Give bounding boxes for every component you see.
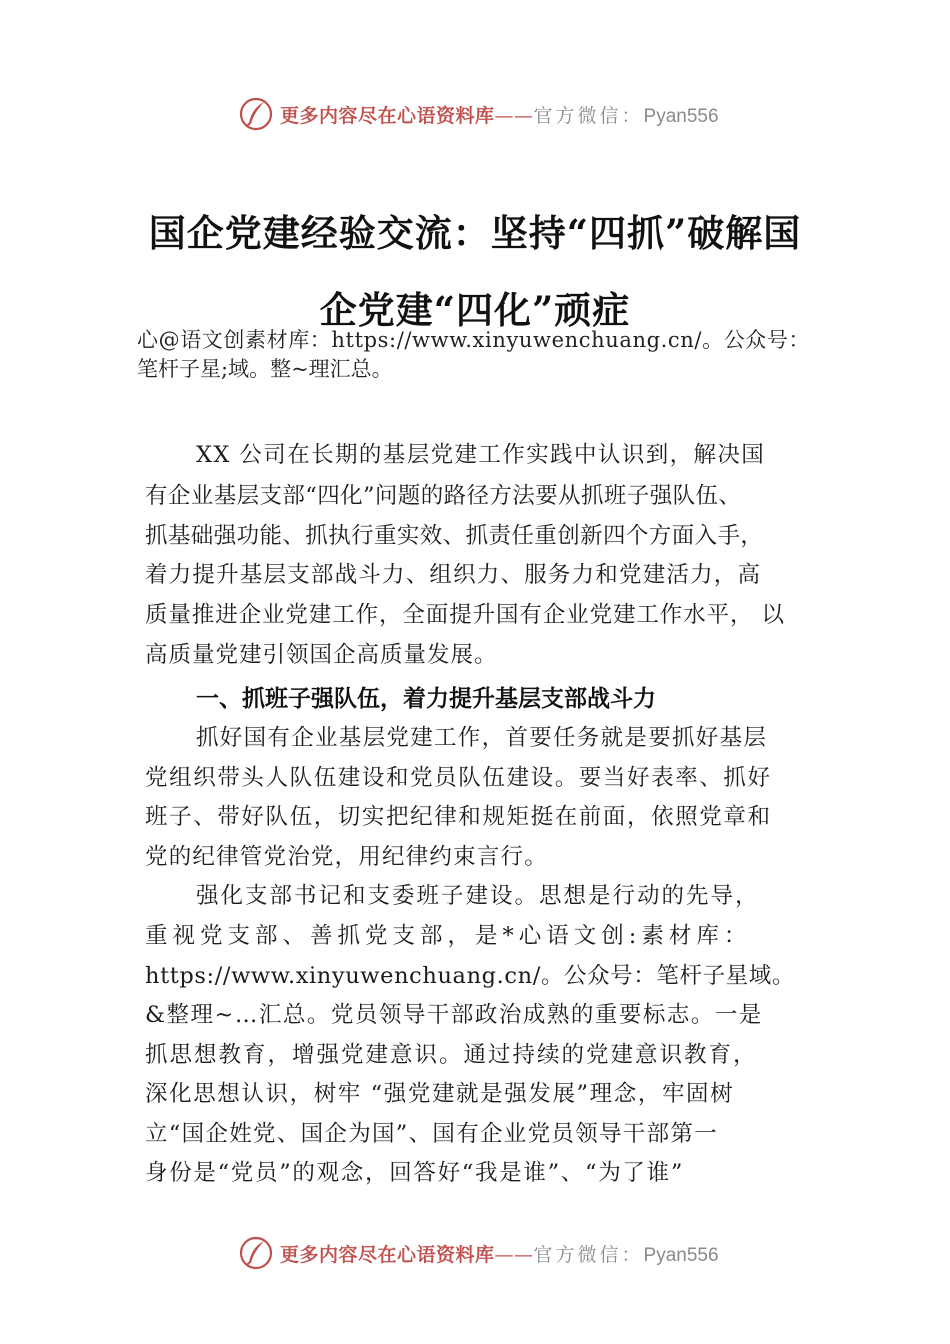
document-title-line-1: 国企党建经验交流：坚持“四抓”破解国 xyxy=(148,211,802,255)
text-line: 班子、带好队伍，切实把纪律和规矩挺在前面，依照党章和 xyxy=(145,804,772,830)
wechat-id: Pyan556 xyxy=(643,106,719,127)
quill-logo-icon xyxy=(238,96,274,132)
text-line: 立“国企姓党、国企为国”、国有企业党员领导干部第一 xyxy=(145,1121,719,1147)
text-line: 着力提升基层支部战斗力、组织力、服务力和党建活力，高 xyxy=(145,562,762,588)
header-watermark-banner xyxy=(0,94,950,134)
document-title-line-2: 企党建“四化”顽症 xyxy=(319,288,631,332)
text-line: 重视党支部、善抓党支部，是*心语文创:素材库： xyxy=(145,923,752,949)
source-note-line-1: 心@语文创素材库：https://www.xinyuwenchuang.cn/。公众号： xyxy=(137,328,811,352)
quill-logo-icon xyxy=(238,1235,274,1271)
text-line: &整理~…汇总。党员领导干部政治成熟的重要标志。一是 xyxy=(145,1002,763,1028)
text-line: 抓好国有企业基层党建工作，首要任务就是要抓好基层 xyxy=(196,725,768,751)
text-line: XX 公司在长期的基层党建工作实践中认识到，解决国 xyxy=(196,442,766,468)
text-line: 抓基础强功能、抓执行重实效、抓责任重创新四个方面入手， xyxy=(145,523,764,549)
text-line: 党的纪律管党治党，用纪律约束言行。 xyxy=(145,844,548,870)
watermark-text xyxy=(280,1240,719,1267)
brand-separator: —— xyxy=(494,1244,534,1266)
text-line: 高质量党建引领国企高质量发展。 xyxy=(145,642,498,668)
brand-separator: —— xyxy=(494,105,534,127)
watermark-text xyxy=(280,101,719,128)
text-line: 质量推进企业党建工作，全面提升国有企业党建工作水平， 以 xyxy=(145,602,785,628)
text-line: 抓思想教育，增强党建意识。通过持续的党建意识教育， xyxy=(145,1042,758,1068)
text-line: 党组织带头人队伍建设和党员队伍建设。要当好表率、抓好 xyxy=(145,765,772,791)
footer-watermark-banner xyxy=(0,1233,950,1273)
text-line: 有企业基层支部“四化”问题的路径方法要从抓班子强队伍、 xyxy=(145,483,742,509)
source-note-line-2: 笔杆子星;域。整~理汇总。 xyxy=(137,357,393,381)
section-heading: 一、抓班子强队伍，着力提升基层支部战斗力 xyxy=(196,686,656,712)
wechat-label: 官方微信： xyxy=(533,1244,644,1266)
wechat-id: Pyan556 xyxy=(643,1245,719,1266)
text-line: 强化支部书记和支委班子建设。思想是行动的先导， xyxy=(196,883,760,909)
wechat-label: 官方微信： xyxy=(533,105,644,127)
brand-name: 更多内容尽在心语资料库 xyxy=(280,105,495,127)
text-line: https://www.xinyuwenchuang.cn/。公众号：笔杆子星域。 xyxy=(145,963,795,989)
brand-name: 更多内容尽在心语资料库 xyxy=(280,1244,495,1266)
text-line: 深化思想认识，树牢 “强党建就是强发展”理念，牢固树 xyxy=(145,1081,735,1107)
text-line: 身份是“党员”的观念，回答好“我是谁”、“为了谁” xyxy=(145,1160,685,1186)
